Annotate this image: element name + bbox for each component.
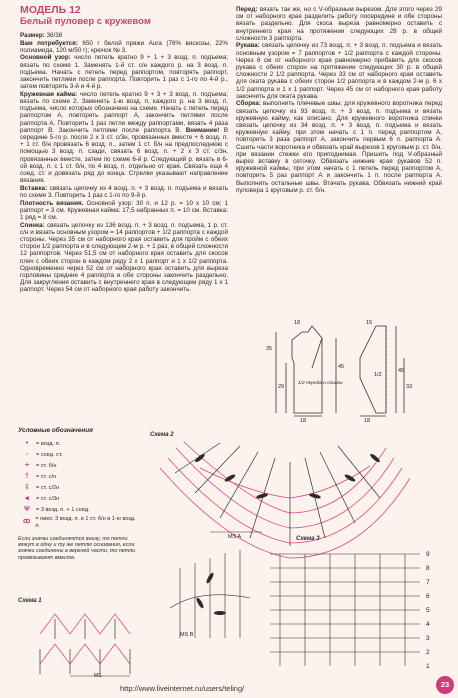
edge-paragraph	[20, 91, 228, 185]
assembly-text: выполнить плечевые швы; для кружевного воротника перед связать цепочку из 93 возд. п. + 3 возд. п. подъема и вязать кружевную кайму, как описано. Для кружевного воротника спинки связать цепочку из 34 возд. п. + 3 возд. п. подъема и вязать кружевную кайму, при этом начать с 1 п. перед раппортом А, повторить 3 раза раппорт А, закончить первым 6 п. раппорта А. Сшить части воротника и обвязать край вырезов 1 круговым р. ст. б/н, при вязании стежки его приподнимая. Пришить под V-образный вырез вставку в сеточку. Обвязать нижние края рукавов 52 п. кружевной каймы, при этом начать с 1 петель перед раппортом А, повторить 5 раз раппорт А и закончить 1 п. после раппорта А. Выполнить остальные швы. Втачать рукава. Обвязать нижний край пуловера 1 круговым р. ст. б/н.	[236, 100, 442, 194]
row-6: 6	[426, 593, 430, 600]
note-text: В середине 5-го р. после 2 х 3 ст. с/3н, провязанных вместе + 6 возд. п. + 1 ст. б/н провязать 6 возд. п., затем 1 ст. б/н на предпоследнюю с помощью 3 возд. п. сзади, связать 6 возд. п. + 2 х 3 ст. с/3н, провязанных вместе, затем по схеме 6-й р. Следующий р. вязать в 6-ой возд. п. с 1 ст. б/н, по 4 возд. п. отдельно от края. Связать еще 4 соед. ст. и довязать ряд до конца. Стрелки указывают направление вязания.	[20, 126, 229, 185]
legend-text: = 3 возд. п. + 1 соед.	[36, 506, 90, 513]
ms-a-label: MS A	[228, 534, 242, 540]
dim-body-5: 45	[338, 364, 345, 370]
insert-paragraph	[20, 185, 228, 199]
insert-label: Вставка:	[20, 184, 48, 192]
assembly-label: Сборка:	[236, 100, 261, 108]
row-7: 7	[426, 579, 430, 586]
legend-text: = возд. п.	[36, 440, 61, 447]
front-paragraph	[236, 6, 442, 42]
double-crochet-symbol-icon: †	[25, 472, 29, 480]
row-3: 3	[426, 635, 430, 642]
right-text-column	[236, 6, 442, 194]
dim-sleeve-1: 15	[366, 320, 373, 326]
front-text: вязать так же, но с V-образным вырезом. Для этого через 29 см от наборного края разделить работу посередине и обе стороны вязать раздельно. Для скоса выреза равномерно оставить с внутреннего края на протяжении следующих 28 р. в общей сложности 3 раппорта.	[236, 6, 443, 42]
sleeve-outline	[360, 326, 386, 413]
density-label: Плотность вязания.	[20, 199, 84, 207]
pattern-diagram	[236, 318, 442, 424]
edge-label: Кружевная кайма:	[20, 90, 78, 98]
chain-symbol-icon: •	[25, 439, 29, 447]
footer-url: http://www.liveinternet.ru/users/teling/	[120, 684, 245, 693]
dim-sleeve-4: 18	[364, 418, 371, 424]
symbols-legend	[18, 428, 138, 561]
legend-text: = ст. с/3н	[36, 495, 60, 502]
scheme-2-label: Схема 2	[150, 432, 174, 438]
assembly-paragraph	[236, 100, 442, 194]
row-5: 5	[426, 607, 430, 614]
label-front-back: 1/2 переда и спинки	[298, 381, 343, 386]
back-paragraph	[20, 222, 228, 294]
row-8: 8	[426, 565, 430, 572]
basic-text: число петель кратно 9 + 1 + 3 возд. п. подъема; вязать по схеме 1. Заменять 1-й ст. с/н каждого р. на 3 возд. п. подъема. Начать с петель перед раппортом, повторять раппорт, закончить петлями после раппорта. Повторить 1 раз с 1-го по 4-й р., затем повторять 3-й и 4-й р.	[20, 54, 229, 91]
legend-row	[18, 472, 138, 483]
size-label: Размер:	[20, 32, 45, 39]
back-text: связать цепочку из 136 возд. п. + 3 возд. п. подъема, 1 р. ст. с/н и вязать основным узором = 14 раппортов + 1/2 раппорта с каждой стороны. Через 35 см от наборного края оставить для пройм с обеих сторон 1/2 раппорта и в следующем 2-м р. + 1 раз, в общей сложности 12 раппортов. Через 51,5 см от наборного края оставить для скосов плеч с обеих сторон в каждом ряду 2 х 1 раппорт и 1 х 1/2 раппорта. Одновременно через 52 см от наборного края оставить для выреза горловины средние 4 раппорта и обе стороны закончить раздельно. Для закругления оставить с внутреннего края в следующем ряду 1 х 1 раппорт. Через 54 см от наборного края работу закончить.	[20, 221, 228, 294]
label-sleeve-center: 1/2	[374, 372, 382, 378]
dim-body-1: 18	[294, 320, 301, 326]
sleeves-label: Рукава:	[236, 42, 260, 50]
row-9: 9	[426, 551, 430, 558]
ms-label: MS	[94, 673, 102, 679]
legend-row	[18, 439, 138, 450]
dim-body-2: 35	[266, 346, 273, 352]
single-crochet-symbol-icon: +	[24, 461, 30, 469]
legend-row	[18, 494, 138, 505]
legend-row	[18, 505, 138, 516]
legend-row	[18, 483, 138, 494]
legend-row	[18, 461, 138, 472]
sleeves-paragraph	[236, 42, 442, 100]
density-paragraph	[20, 200, 228, 222]
treble-crochet-symbol-icon: ‡	[25, 483, 29, 491]
legend-text: = ст. с/2н	[36, 484, 60, 491]
size-value: 36/38	[46, 32, 63, 39]
dim-sleeve-2: 45	[398, 368, 405, 374]
legend-text: = ст. с/н	[36, 473, 57, 480]
model-subtitle: Белый пуловер с кружевом	[20, 16, 151, 27]
scheme-3-diagram	[260, 544, 440, 676]
v-neck-line	[312, 338, 322, 368]
ms-b-label: MS B	[180, 632, 194, 638]
insert-text: связать цепочку из 4 возд. п. + 3 возд. п. подъема и вязать по схеме 3. Повторить 1 раз с 1-го по 9-й р.	[20, 184, 228, 200]
scheme-1-label: Схема 1	[18, 598, 42, 604]
size-paragraph	[20, 32, 228, 39]
materials-text: 650 г белой пряжи Aura (78% вискозы, 22% полиамида, 120 м/50 г); крючок № 3.	[20, 39, 229, 54]
legend-row	[18, 516, 138, 530]
loop-symbol-icon: Ψ	[24, 505, 30, 513]
model-header	[20, 4, 230, 27]
body-outline	[292, 326, 322, 413]
left-text-column	[20, 32, 228, 294]
basic-label: Основной узор:	[20, 54, 71, 62]
row-4: 4	[426, 621, 430, 628]
dim-body-4: 18	[300, 418, 307, 424]
legend-picot: = пико: 3 возд. п. и 1 ст. б/н в 1-ю возд. п.	[35, 516, 136, 529]
scheme-1-diagram	[30, 604, 150, 678]
materials-label: Вам потребуется:	[20, 39, 78, 47]
dim-body-3: 29	[278, 384, 285, 390]
triple-treble-symbol-icon: ⫷	[25, 494, 29, 502]
legend-text: = соед. ст.	[36, 451, 63, 458]
density-text: Основной узор: 30 п. и 12 р. = 10 х 10 см; 1 раппорт = 3 см. Кружевная кайма: 17,5 набранных п. = 10 см. Вставка: 1 ряд = 8 см.	[20, 199, 228, 222]
back-label: Спинка:	[20, 221, 45, 229]
legend-row	[18, 450, 138, 461]
page-number: 23	[436, 676, 454, 694]
dim-sleeve-3: 33	[406, 384, 413, 390]
note-label: Внимание!	[185, 126, 220, 134]
materials-paragraph	[20, 40, 228, 54]
row-2: 2	[426, 649, 430, 656]
model-number: МОДЕЛЬ 12	[20, 4, 81, 16]
front-label: Перед:	[236, 6, 258, 13]
basic-paragraph	[20, 54, 228, 90]
slip-stitch-symbol-icon: ◦	[25, 450, 29, 458]
scheme-3-label: Схема 3	[296, 536, 320, 542]
sleeves-text: связать цепочку из 73 возд. п. + 3 возд. п. подъема и вязать основным узором = 7 раппортов + 1/2 раппорта с каждой стороны. Через 6 см от наборного края равномерно прибавить для скосов рукава с обеих сторон на протяжении следующих 30 р. в общей сложности 2 1/2 раппорта. Через 33 см от наборного края оставить для оката рукава с обеих сторон 1/2 раппорта и в каждом 2-м р. 6 х 1/2 раппорта и 1 х 1 раппорт. Через 45 см от наборного края работу закончить для оката рукава.	[236, 42, 443, 100]
legend-text: = ст. б/н	[36, 462, 57, 469]
edge-text: число петель кратно 9 + 3 + 3 возд. п. подъема; вязать по схеме 2. Заменять 1-ю возд. п. каждого р. на 3 возд. п. подъема, число которых обозначено на схеме. Начать с петель перед раппортом А, повторять раппорт А, закончить петлями после раппорта А. Повторить 1 раз петли между раппортами, вязать 4 раза раппорт В. Закончить петлями после раппорта В.	[20, 90, 229, 134]
row-1: 1	[426, 663, 430, 670]
legend-note: Если значки соединяются внизу, то петли вяжут в одну и ту же петлю основания, если значки соединены в верхней части, то петли провязывают вместе.	[18, 535, 136, 561]
legend-title: Условные обозначения	[18, 427, 93, 434]
picot-symbol-icon: ꝏ	[23, 518, 31, 526]
